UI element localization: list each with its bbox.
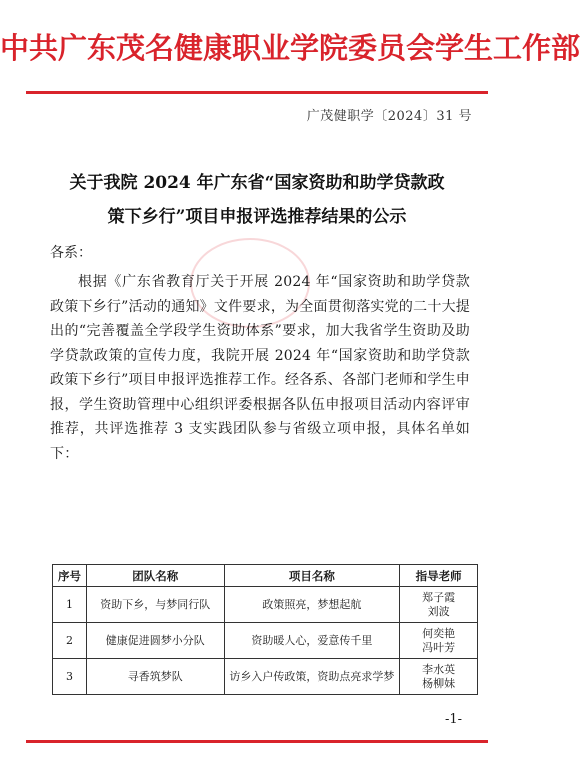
cell-advisors: [400, 587, 478, 623]
header-advisor: 指导老师: [400, 565, 478, 587]
cell-no: 2: [53, 623, 87, 659]
advisor-name: 郑子霞: [422, 590, 456, 604]
letterhead-red-rule: [26, 91, 488, 94]
cell-team: 健康促进圆梦小分队: [86, 623, 224, 659]
table-header-row: [53, 565, 478, 587]
cell-project: 访乡入户传政策，资助点亮求学梦: [224, 659, 400, 695]
cell-no: 1: [53, 587, 87, 623]
advisor-name: 冯叶芳: [422, 640, 456, 654]
recommended-teams-table: [52, 564, 478, 695]
cell-team: 资助下乡，与梦同行队: [86, 587, 224, 623]
cell-project: 资助暖人心，爱意传千里: [224, 623, 400, 659]
header-no: 序号: [53, 565, 87, 587]
header-team: 团队名称: [86, 565, 224, 587]
advisor-name: 杨柳妹: [422, 676, 456, 690]
letterhead-title: 中共广东茂名健康职业学院委员会学生工作部: [0, 31, 580, 65]
advisor-name: 何奕艳: [422, 626, 456, 640]
advisor-name: 李水英: [422, 662, 456, 676]
document-title-line-1: 关于我院 2024 年广东省“国家资助和助学贷款政: [69, 173, 445, 193]
salutation: 各系：: [50, 245, 92, 261]
body-paragraph: 根据《广东省教育厅关于开展 2024 年“国家资助和助学贷款政策下乡行”活动的通知》文件要求，为全面贯彻落实党的二十大提出的“完善覆盖全学段学生资助体系”要求，加大我省学生资助及助学贷款政策的宣传力度，我院开展 2024 年“国家资助和助学贷款政策下乡行”项目申报评选推荐工作。经各系、各部门老师和学生申报，学生资助管理中心组织评委根据各队伍申报项目活动内容评审推荐，共评选推荐 3 支实践团队参与省级立项申报，具体名单如下：: [50, 274, 470, 462]
cell-project: 政策照亮，梦想起航: [224, 587, 400, 623]
advisor-name: 刘波: [427, 604, 450, 618]
cell-no: 3: [53, 659, 87, 695]
table-row: [53, 623, 478, 659]
page-number: -1-: [444, 712, 462, 727]
table-row: [53, 587, 478, 623]
header-project: 项目名称: [224, 565, 400, 587]
cell-advisors: [400, 623, 478, 659]
cell-team: 寻香筑梦队: [86, 659, 224, 695]
table-row: [53, 659, 478, 695]
document-title-line-2: 策下乡行”项目申报评选推荐结果的公示: [107, 207, 407, 227]
footer-red-rule: [26, 740, 488, 743]
cell-advisors: [400, 659, 478, 695]
document-number: 广茂健职学〔2024〕31 号: [306, 109, 472, 124]
